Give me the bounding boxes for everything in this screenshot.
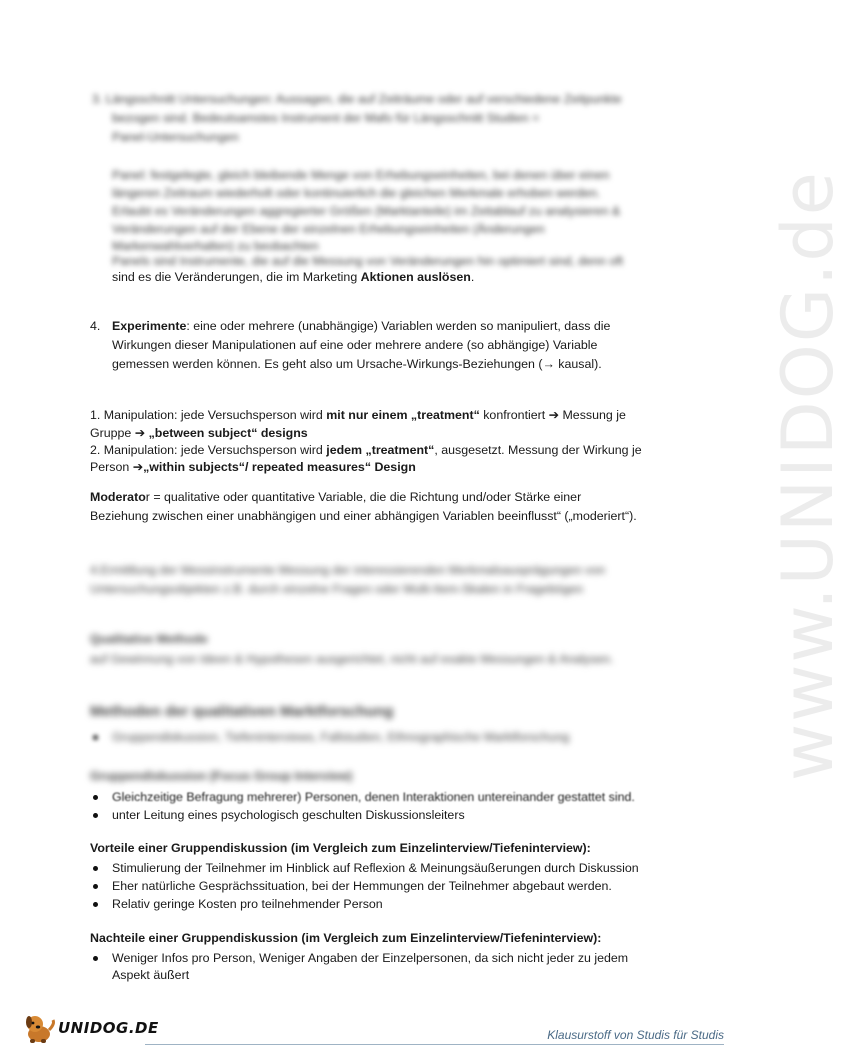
gruppendiskussion-bullet: unter Leitung eines psychologisch geschulten Diskussionsleiters bbox=[112, 808, 465, 822]
manipulation-2: 2. Manipulation: jede Versuchsperson wird jedem „treatment“, ausgesetzt. Messung der Wirkung je bbox=[90, 443, 642, 457]
panel-conclusion: sind es die Veränderungen, die im Marketing Aktionen auslösen. bbox=[112, 270, 475, 284]
blurred-line: bezogen sind. Bedeutsamstes Instrument der Mafo für Längsschnitt Studien = bbox=[112, 111, 540, 125]
experimente-number: 4. bbox=[90, 319, 101, 333]
blurred-heading: Methoden der qualitativen Marktforschung bbox=[90, 703, 394, 720]
vorteile-item: Stimulierung der Teilnehmer im Hinblick auf Reflexion & Meinungsäußerungen durch Diskussion bbox=[112, 861, 639, 875]
footer-tagline: Klausurstoff von Studis für Studis bbox=[547, 1028, 724, 1042]
blurred-line: Markenwahlverhalten) zu beobachten bbox=[112, 239, 319, 253]
nachteile-heading: Nachteile einer Gruppendiskussion (im Vergleich zum Einzelinterview/Tiefeninterview): bbox=[90, 931, 602, 945]
blurred-line: Panel-Untersuchungen bbox=[112, 130, 239, 144]
blurred-line: Panels sind Instrumente, die auf die Messung von Veränderungen hin optimiert sind, denn oft bbox=[112, 254, 624, 268]
bullet bbox=[93, 735, 98, 740]
vorteile-item: Eher natürliche Gesprächssituation, bei der Hemmungen der Teilnehmer abgebaut werden. bbox=[112, 879, 612, 893]
vorteile-item: Relativ geringe Kosten pro teilnehmender Person bbox=[112, 897, 383, 911]
bullet bbox=[93, 866, 98, 871]
logo-text: UNIDOG.DE bbox=[58, 1019, 159, 1037]
bullet bbox=[93, 813, 98, 818]
blurred-line: Veränderungen auf der Ebene der einzelnen Erhebungseinheiten (Änderungen bbox=[112, 222, 545, 236]
bullet bbox=[93, 884, 98, 889]
experimente-text: gemessen werden können. Es geht also um Ursache-Wirkungs-Beziehungen (→ kausal). bbox=[112, 357, 602, 371]
blurred-line: 3. Längsschnitt Untersuchungen: Aussagen, die auf Zeiträume oder auf verschiedene Zeitpunkte bbox=[92, 92, 622, 106]
experimente-text: Wirkungen dieser Manipulationen auf eine oder mehrere andere (so abhängige) Variable bbox=[112, 338, 598, 352]
experimente-heading: Experimente: eine oder mehrere (unabhängige) Variablen werden so manipuliert, dass die bbox=[112, 319, 611, 333]
blurred-line: Untersuchungsobjekten z.B. durch einzelne Fragen oder Multi-Item-Skalen in Fragebögen bbox=[90, 582, 584, 596]
unidog-logo bbox=[22, 1012, 159, 1044]
blurred-heading: Qualitative Methode bbox=[90, 632, 208, 646]
watermark: www.UNIDOG.de bbox=[767, 170, 849, 781]
blurred-heading: 4.Ermittlung der Messinstrumente Messung der interessierenden Merkmalsausprägungen von bbox=[90, 563, 606, 577]
nachteile-item-continued: Aspekt äußert bbox=[112, 968, 190, 982]
moderator-definition-line2: Beziehung zwischen einer unabhängigen und einer abhängigen Variablen beeinflusst“ („moderiert“). bbox=[90, 509, 637, 523]
gruppendiskussion-bullet: Gleichzeitige Befragung mehrerer) Personen, denen Interaktionen untereinander gestattet sind. bbox=[112, 790, 635, 804]
vorteile-heading: Vorteile einer Gruppendiskussion (im Vergleich zum Einzelinterview/Tiefeninterview): bbox=[90, 841, 591, 855]
manipulation-2-line2: Person ➔„within subjects“/ repeated measures“ Design bbox=[90, 460, 416, 474]
blurred-line: Panel: festgelegte, gleich bleibende Menge von Erhebungseinheiten, bei denen über einen bbox=[112, 168, 610, 182]
bullet bbox=[93, 956, 98, 961]
dog-icon bbox=[22, 1012, 56, 1044]
blurred-heading: Gruppendiskussion (Focus Group Interview) bbox=[90, 769, 353, 783]
manipulation-1: 1. Manipulation: jede Versuchsperson wird mit nur einem „treatment“ konfrontiert ➔ Messung je bbox=[90, 408, 626, 422]
nachteile-item: Weniger Infos pro Person, Weniger Angaben der Einzelpersonen, da sich nicht jeder zu jedem bbox=[112, 951, 629, 965]
manipulation-1-line2: Gruppe ➔ „between subject“ designs bbox=[90, 426, 308, 440]
bullet bbox=[93, 795, 98, 800]
bullet bbox=[93, 902, 98, 907]
moderator-definition: Moderator = qualitative oder quantitative Variable, die die Richtung und/oder Stärke einer bbox=[90, 490, 582, 504]
blurred-line: längeren Zeitraum wiederholt oder kontinuierlich die gleichen Merkmale erhoben werden. bbox=[112, 186, 601, 200]
blurred-line: auf Gewinnung von Ideen & Hypothesen ausgerichtet, nicht auf exakte Messungen & Analysen. bbox=[90, 652, 614, 666]
footer-divider bbox=[145, 1044, 724, 1045]
blurred-line: Gruppendiskussion, Tiefeninterviews, Fallstudien, Ethnographische Marktforschung bbox=[112, 730, 570, 744]
blurred-line: Erlaubt es Veränderungen aggregierter Größen (Marktanteile) im Zeitablauf zu analysieren & bbox=[112, 204, 621, 218]
